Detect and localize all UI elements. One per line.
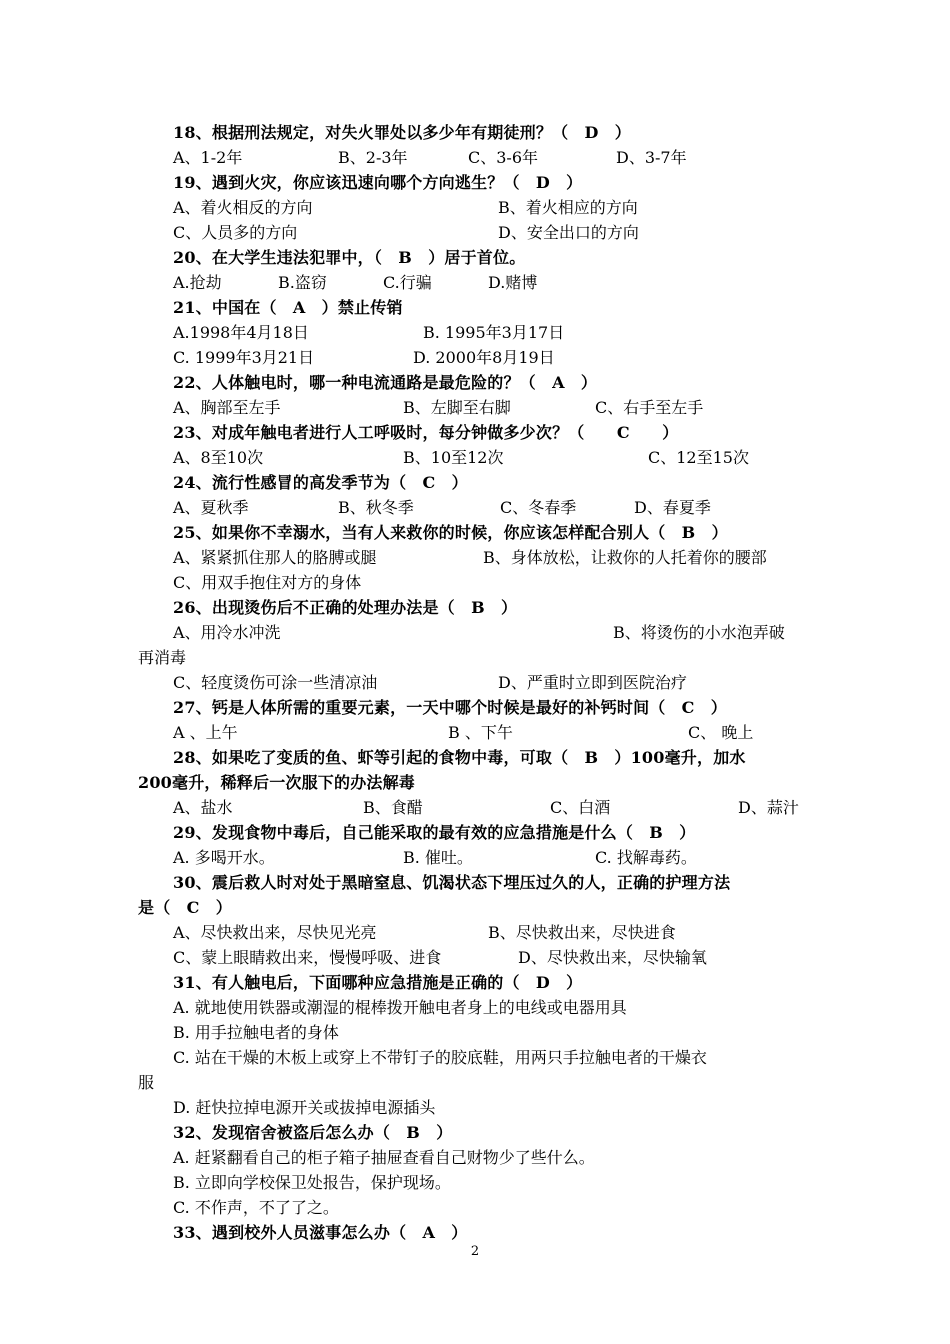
options-24 — [138, 495, 863, 520]
option-a: A、尽快救出来，尽快见光亮 — [173, 923, 377, 942]
option-d: D、严重时立即到医院治疗 — [498, 673, 687, 692]
option-a: A、着火相反的方向 — [173, 198, 313, 217]
page-number: 2 — [470, 1244, 480, 1259]
options-25b — [138, 570, 863, 595]
option-c: C.行骗 — [383, 273, 432, 292]
option-d: D、尽快救出来，尽快输氧 — [518, 948, 707, 967]
question-33: 33、遇到校外人员滋事怎么办（ A ） — [173, 1223, 468, 1242]
option-b: B、着火相应的方向 — [498, 198, 638, 217]
option-b: B.盗窃 — [278, 273, 327, 292]
option-c: C、 晚上 — [688, 723, 754, 742]
option-d: D、春夏季 — [634, 498, 711, 517]
option-b: B. 立即向学校保卫处报告，保护现场。 — [173, 1173, 451, 1192]
option-a: A.抢劫 — [173, 273, 222, 292]
option-b: B、尽快救出来，尽快进食 — [488, 923, 676, 942]
option-d: D、3-7年 — [616, 148, 687, 167]
option-b: B、左脚至右脚 — [403, 398, 511, 417]
option-c: C、冬春季 — [500, 498, 577, 517]
question-20: 20、在大学生违法犯罪中，（ B ）居于首位。 — [173, 248, 526, 267]
option-a: A. 多喝开水。 — [173, 848, 275, 867]
options-26b — [138, 670, 863, 695]
option-d: D、蒜汁 — [738, 798, 799, 817]
options-25 — [138, 545, 863, 570]
option-c: C、白酒 — [550, 798, 611, 817]
options-19 — [138, 195, 863, 220]
option-a: A 、上午 — [173, 723, 238, 742]
option-b: B、将烫伤的小水泡弄破 — [613, 623, 785, 642]
option-c: C、轻度烫伤可涂一些清凉油 — [173, 673, 378, 692]
option-c: C、3-6年 — [468, 148, 539, 167]
option-c: C. 找解毒药。 — [595, 848, 697, 867]
option-d: D. 2000年8月19日 — [413, 348, 555, 367]
option-a: A、紧紧抓住那人的胳膊或腿 — [173, 548, 377, 567]
option-c: C. 站在干燥的木板上或穿上不带钉子的胶底鞋，用两只手拉触电者的干燥衣 — [173, 1048, 707, 1067]
option-a: A. 就地使用铁器或潮湿的棍棒拨开触电者身上的电线或电器用具 — [173, 998, 627, 1017]
options-23 — [138, 445, 863, 470]
option-c: C、12至15次 — [648, 448, 749, 467]
question-19: 19、遇到火灾，你应该迅速向哪个方向逃生？（ D ） — [173, 173, 583, 192]
option-c: C、用双手抱住对方的身体 — [173, 573, 362, 592]
options-30b — [138, 945, 863, 970]
option-d: D.赌博 — [488, 273, 538, 292]
option-a: A、夏秋季 — [173, 498, 249, 517]
option-c: C、右手至左手 — [595, 398, 704, 417]
question-30: 30、震后救人时对处于黑暗窒息、饥渴状态下埋压过久的人，正确的护理方法 — [173, 873, 731, 892]
question-28-continued: 200毫升，稀释后一次服下的办法解毒 — [138, 773, 415, 792]
option-b: B、秋冬季 — [338, 498, 414, 517]
options-21 — [138, 320, 863, 345]
question-23: 23、对成年触电者进行人工呼吸时，每分钟做多少次？（ C ） — [173, 423, 679, 442]
options-28 — [138, 795, 863, 820]
question-32: 32、发现宿舍被盗后怎么办（ B ） — [173, 1123, 453, 1142]
option-b: B、10至12次 — [403, 448, 504, 467]
option-d: D. 赶快拉掉电源开关或拔掉电源插头 — [173, 1098, 436, 1117]
options-22 — [138, 395, 863, 420]
question-24: 24、流行性感冒的高发季节为（ C ） — [173, 473, 468, 492]
question-29: 29、发现食物中毒后，自己能采取的最有效的应急措施是什么（ B ） — [173, 823, 696, 842]
option-a: A、8至10次 — [173, 448, 264, 467]
option-b: B、食醋 — [363, 798, 423, 817]
option-b-continued: 再消毒 — [138, 648, 187, 667]
option-b: B、2-3年 — [338, 148, 408, 167]
option-b: B. 催吐。 — [403, 848, 473, 867]
options-26 — [138, 620, 863, 645]
option-b: B、身体放松，让救你的人托着你的腰部 — [483, 548, 767, 567]
option-a: A、用冷水冲洗 — [173, 623, 281, 642]
option-a: A. 赶紧翻看自己的柜子箱子抽屉查看自己财物少了些什么。 — [173, 1148, 595, 1167]
options-20 — [138, 270, 863, 295]
option-c: C. 不作声，不了了之。 — [173, 1198, 339, 1217]
option-a: A.1998年4月18日 — [173, 323, 309, 342]
option-b: B. 用手拉触电者的身体 — [173, 1023, 339, 1042]
question-30-continued: 是（ C ） — [138, 898, 232, 917]
option-c: C、人员多的方向 — [173, 223, 298, 242]
option-b: B 、下午 — [448, 723, 513, 742]
option-c-continued: 服 — [138, 1073, 155, 1092]
question-28: 28、如果吃了变质的鱼、虾等引起的食物中毒，可取（ B ）100毫升，加水 — [173, 748, 746, 767]
question-26: 26、出现烫伤后不正确的处理办法是（ B ） — [173, 598, 518, 617]
question-27: 27、钙是人体所需的重要元素，一天中哪个时候是最好的补钙时间（ C ） — [173, 698, 728, 717]
option-a: A、盐水 — [173, 798, 233, 817]
options-21b — [138, 345, 863, 370]
option-a: A、1-2年 — [173, 148, 243, 167]
options-27 — [138, 720, 863, 745]
question-22: 22、人体触电时，哪一种电流通路是最危险的？（ A ） — [173, 373, 598, 392]
question-18: 18、根据刑法规定，对失火罪处以多少年有期徒刑？（ D ） — [173, 123, 631, 142]
options-19b — [138, 220, 863, 245]
options-29 — [138, 845, 863, 870]
option-d: D、安全出口的方向 — [498, 223, 639, 242]
options-18 — [138, 145, 863, 170]
option-b: B. 1995年3月17日 — [423, 323, 565, 342]
question-31: 31、有人触电后，下面哪种应急措施是正确的（ D ） — [173, 973, 583, 992]
option-a: A、胸部至左手 — [173, 398, 281, 417]
option-c: C、蒙上眼睛救出来，慢慢呼吸、进食 — [173, 948, 442, 967]
option-c: C. 1999年3月21日 — [173, 348, 315, 367]
question-21: 21、中国在（ A ）禁止传销 — [173, 298, 403, 317]
question-25: 25、如果你不幸溺水，当有人来救你的时候，你应该怎样配合别人（ B ） — [173, 523, 728, 542]
options-30 — [138, 920, 863, 945]
